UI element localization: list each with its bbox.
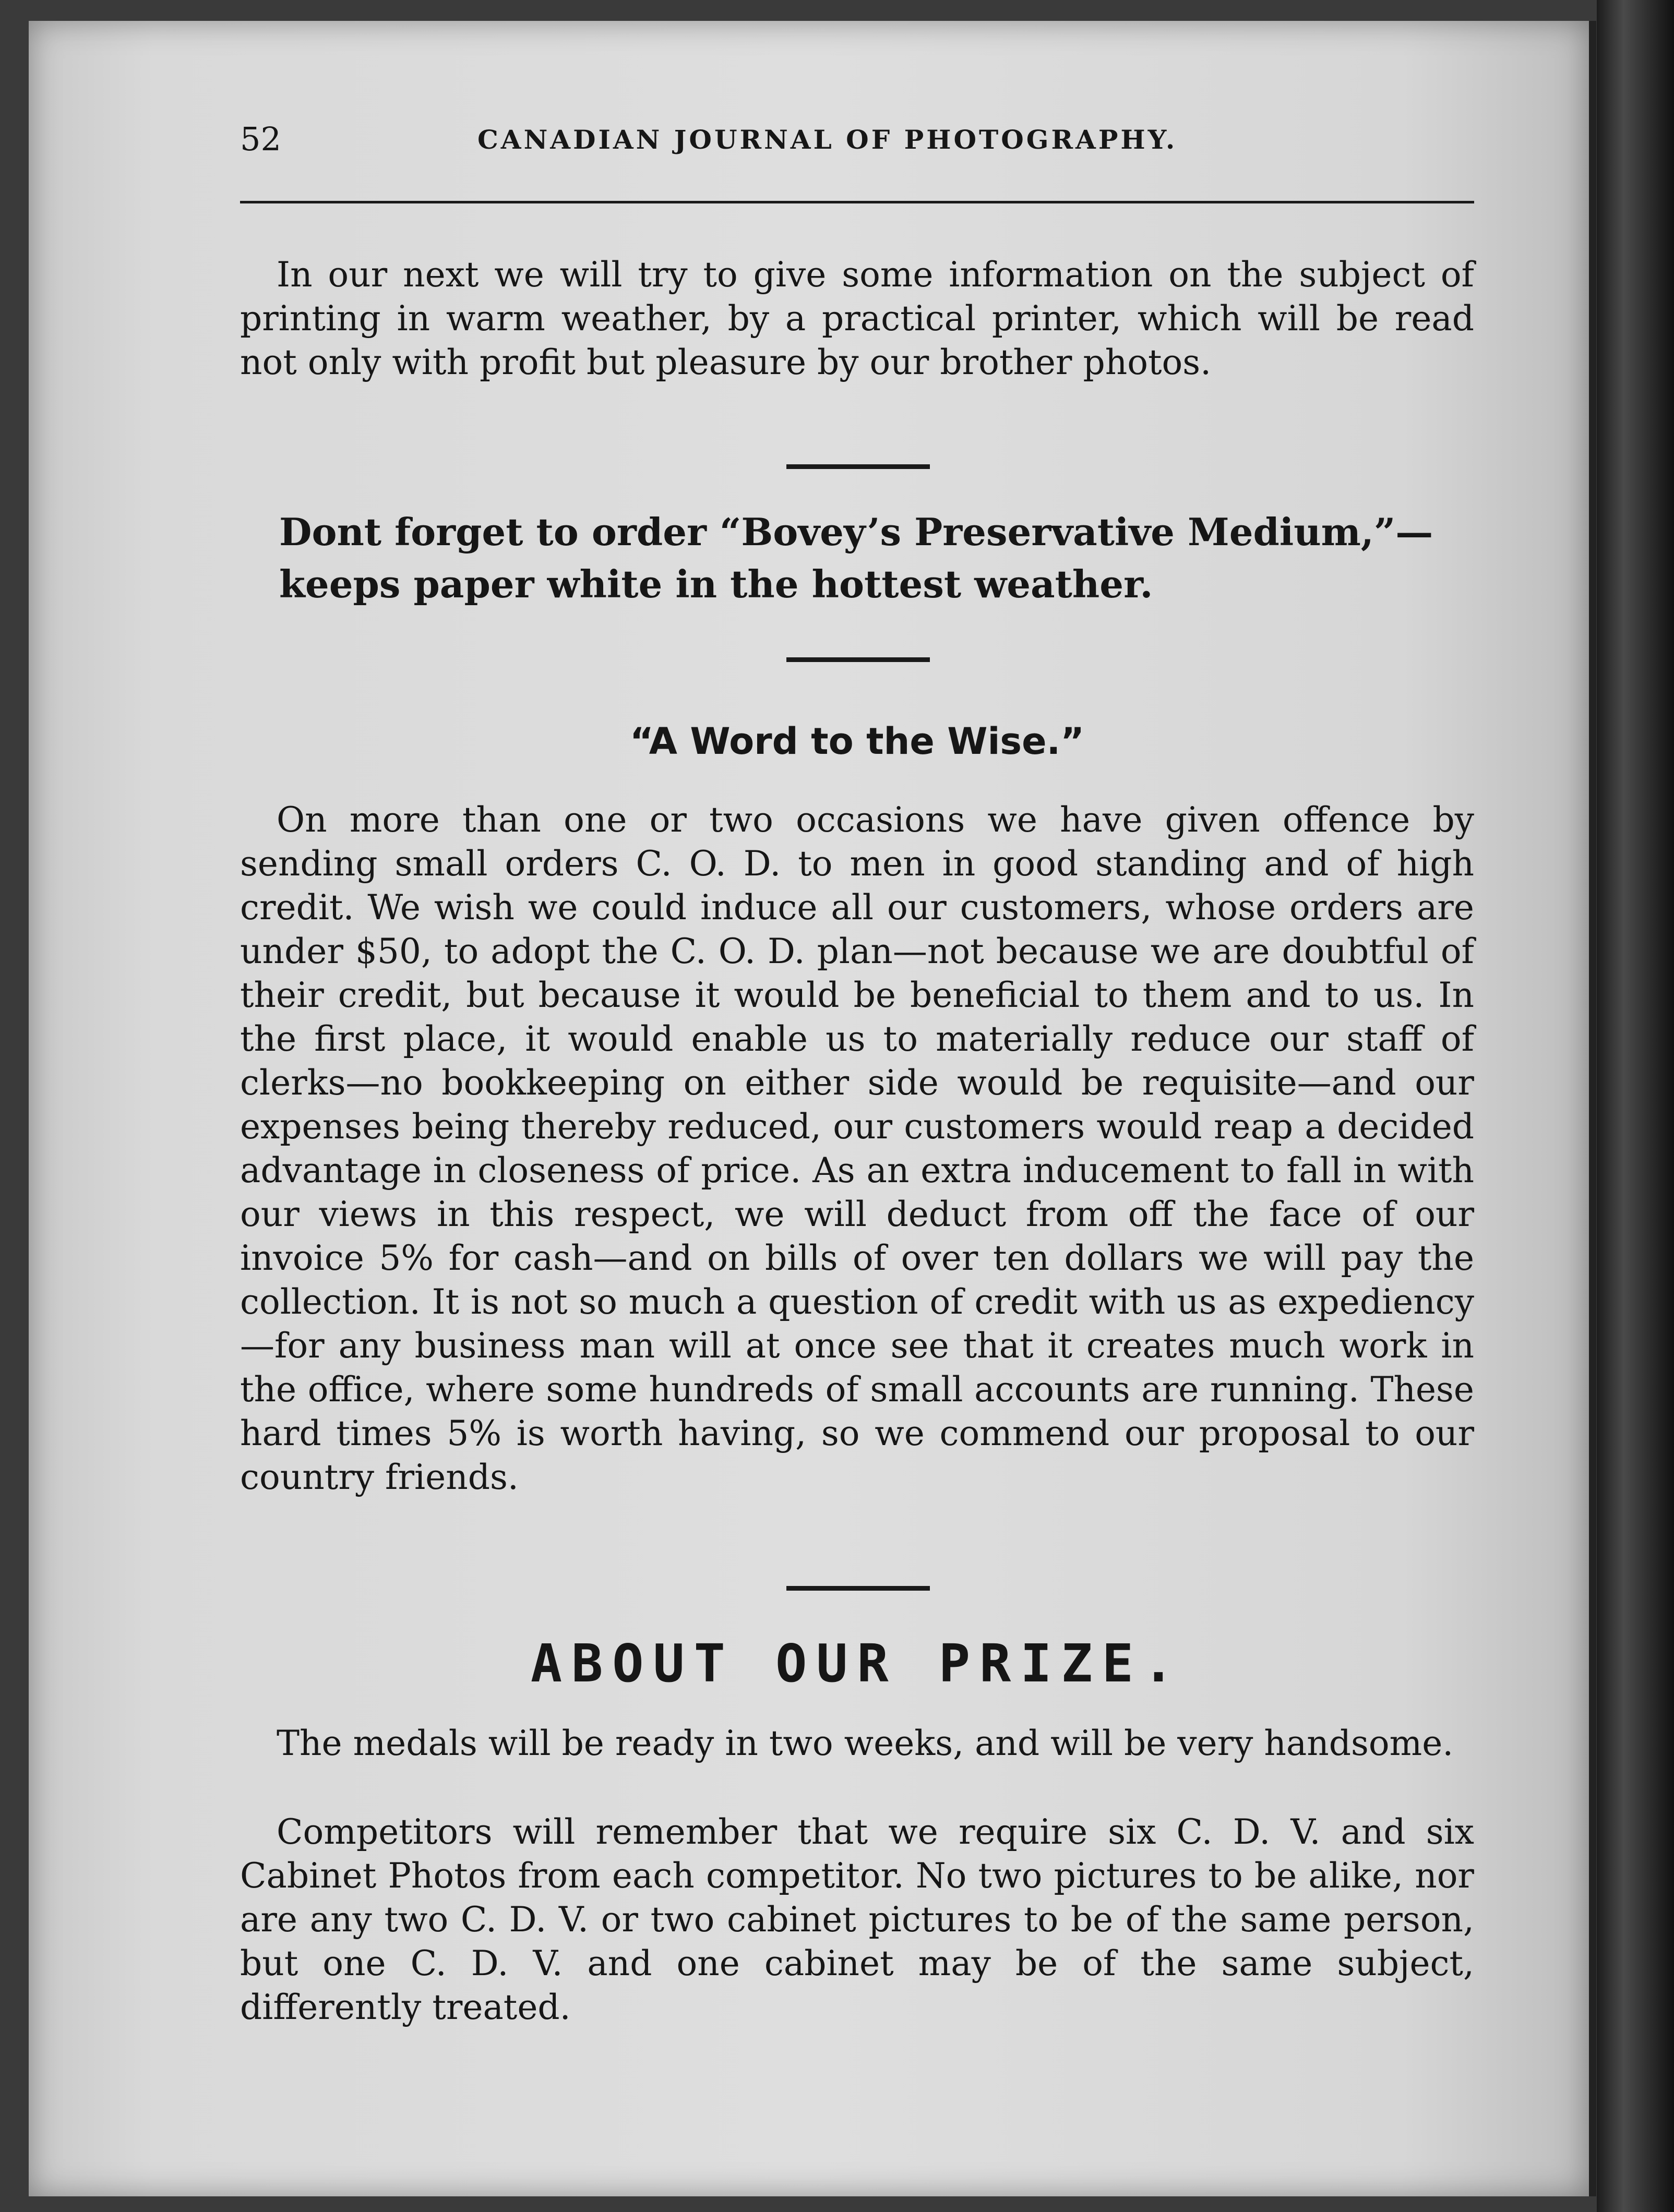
header-divider — [240, 201, 1474, 203]
section-divider — [786, 1586, 930, 1591]
section-divider — [786, 464, 930, 469]
section-divider — [786, 657, 930, 662]
word-to-wise-paragraph: On more than one or two occasions we have given offence by sending small orders C. O. D. to men in good standing and of high credit. We wish we could induce all our customers, whose orders are under $50, to adopt the C. O. D. plan—not because we are doubtful of their credit, but because it would be beneficial to them and to us. In the first place, it would enable us to materially reduce our staff of clerks—no bookkeeping on either side would be requisite—and our expenses being thereby reduced, our customers would reap a decided advantage in closeness of price. As an extra inducement to fall in with our views in this respect, we will deduct from off the face of our invoice 5% for cash—and on bills of over ten dollars we will pay the collection. It is not so much a question of credit with us as expediency—for any business man will at once see that it creates much work in the office, where some hundreds of small accounts are running. These hard times 5% is worth having, so we commend our proposal to our country friends. — [240, 800, 1474, 1497]
intro-paragraph: In our next we will try to give some information on the subject of printing in warm weather, by a practical printer, which will be read not only with profit but pleasure by our brother photos. — [240, 255, 1474, 382]
page-header — [240, 120, 1477, 162]
running-title: CANADIAN JOURNAL OF PHOTOGRAPHY. — [477, 124, 1178, 155]
book-binding-edge — [1597, 0, 1674, 2212]
page-content — [240, 120, 1477, 2027]
journal-page — [29, 21, 1596, 2196]
bovey-notice: Dont forget to order “Bovey’s Preservative Medium,”—keeps paper white in the hottest weather. — [279, 510, 1433, 606]
prize-heading: ABOUT OUR PRIZE. — [530, 1633, 1184, 1694]
prize-paragraph-2: Competitors will remember that we require six C. D. V. and six Cabinet Photos from each competitor. No two pictures to be alike, nor are any two C. D. V. or two cabinet pictures to be of the same person, but one C. D. V. and one cabinet may be of the same subject, differently treated. — [240, 1812, 1474, 2027]
word-to-wise-heading: “A Word to the Wise.” — [629, 720, 1085, 763]
page-number: 52 — [240, 120, 281, 158]
prize-paragraph-1: The medals will be ready in two weeks, and will be very handsome. — [277, 1723, 1454, 1763]
